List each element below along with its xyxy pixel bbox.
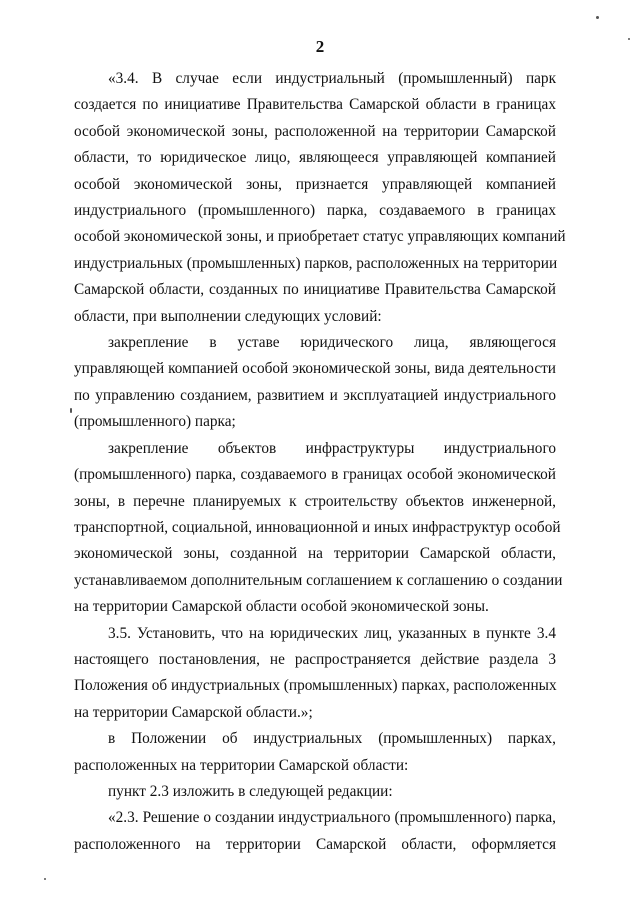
page-number: 2 [315,37,325,56]
text-line: особой экономической зоны, признается управляющей компанией [74,175,556,193]
scan-speck [628,38,630,40]
text-line: Положения об индустриальных (промышленных) парках, расположенных [74,677,557,695]
text-line: закрепление в уставе юридического лица, являющегося [108,334,556,352]
text-line: создается по инициативе Правительства Самарской области в границах [74,96,556,114]
text-line: закрепление объектов инфраструктуры индустриального [108,439,556,457]
text-line: «2.3. Решение о создании индустриального (промышленного) парка, [108,809,556,827]
text-line: «3.4. В случае если индустриальный (промышленный) парк [108,70,556,87]
paragraph [74,621,556,727]
text-line: по управлению созданием, развитием и эксплуатацией индустриального [74,386,556,404]
paragraph [74,805,556,858]
scan-speck [70,408,72,413]
text-line: зоны, в перечне планируемых к строительству объектов инженерной, [74,492,556,510]
text-line: (промышленного) парка, создаваемого в границах особой экономической [74,466,556,484]
paragraph [74,726,556,779]
text-line: экономической зоны, созданной на территории Самарской области, [74,545,556,563]
text-line: (промышленного) парка; [74,413,236,431]
text-line: транспортной, социальной, инновационной и иных инфраструктур особой [74,518,561,536]
text-line: устанавливаемом дополнительным соглашением к соглашению о создании [74,571,563,589]
paragraph [74,436,563,621]
text-line: управляющей компанией особой экономической зоны, вида деятельности [74,360,556,378]
text-line: Самарской области, созданных по инициативе Правительства Самарской [74,281,556,299]
scan-speck [44,878,46,880]
paragraph [74,779,556,805]
text-line: области, то юридическое лицо, являющееся управляющей компанией [74,149,556,167]
text-line: расположенного на территории Самарской области, оформляется [74,835,556,853]
text-line: настоящего постановления, не распространяется действие раздела 3 [74,650,556,668]
text-line: индустриальных (промышленных) парков, расположенных на территории [74,254,558,272]
paragraph [74,66,566,330]
text-line: расположенных на территории Самарской области: [74,756,409,774]
text-line: на территории Самарской области.»; [74,703,313,721]
text-line: на территории Самарской области особой экономической зоны. [74,598,489,616]
text-line: особой экономической зоны, и приобретает статус управляющих компаний [74,228,566,246]
text-line: особой экономической зоны, расположенной на территории Самарской [74,122,556,140]
text-line: области, при выполнении следующих условий: [74,307,382,325]
text-line: индустриального (промышленного) парка, создаваемого в границах [74,202,556,220]
text-line: в Положении об индустриальных (промышленных) парках, [108,730,556,748]
text-line: 3.5. Установить, что на юридических лиц, указанных в пункте 3.4 [108,624,556,642]
document-body [74,66,566,858]
paragraph [74,330,556,436]
text-line: пункт 2.3 изложить в следующей редакции: [108,782,393,800]
scan-speck [596,16,599,19]
